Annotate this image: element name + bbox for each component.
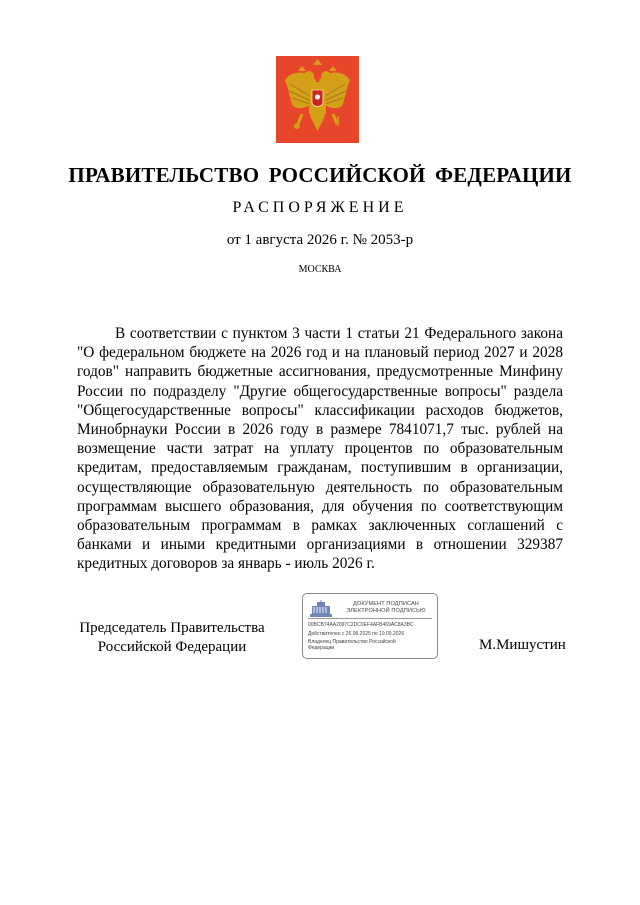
signatory-position-line-1: Председатель Правительства — [79, 620, 265, 636]
stamp-validity: Действителен с 26.06.2025 по 19.09.2026 — [308, 631, 405, 637]
coat-of-arms-emblem — [276, 56, 359, 143]
stamp-owner-line-1: Владелец Правительство Российской — [308, 639, 396, 645]
signatory-position — [77, 619, 267, 657]
government-building-icon — [308, 600, 334, 618]
order-paragraph: В соответствии с пунктом 3 части 1 статьи 21 Федерального закона "О федеральном бюджете на 2026 год и на плановый период 2027 и 2028 годов" направить бюджетные ассигнования, предусмотренные Минфину России по подразделу "Другие общегосударственные вопросы" раздела "Общегосударственные вопросы" классификации расходов бюджетов, Минобрнауки России в 2026 году в размере 7841071,7 тыс. рублей на возмещение части затрат на уплату процентов по образовательным кредитам, предоставляемым гражданам, поступившим в организации, осуществляющие образовательную деятельность по образовательным программам высшего образования, для обучения по соответствующим образовательным программам в рамках заключенных соглашений с банками и иными кредитными организациями в отношении 329387 кредитных договоров за январь - июль 2026 г. — [77, 325, 563, 573]
date-and-number: от 1 августа 2026 г. № 2053-р — [226, 232, 414, 248]
stamp-heading — [337, 601, 435, 615]
signatory-name: М.Мишустин — [479, 637, 566, 653]
signatory-position-line-2: Российской Федерации — [97, 639, 247, 655]
stamp-heading-line-1: ДОКУМЕНТ ПОДПИСАН — [353, 601, 419, 607]
city: МОСКВА — [298, 264, 342, 275]
stamp-owner-line-2: Федерации — [308, 645, 335, 651]
stamp-certificate: 00BCB74AA2097C2DC0EF4AFB469AC8A3BC — [308, 622, 414, 628]
electronic-signature-stamp — [302, 593, 438, 659]
stamp-heading-line-2: ЭЛЕКТРОННОЙ ПОДПИСЬЮ — [346, 608, 426, 614]
government-title: ПРАВИТЕЛЬСТВО РОССИЙСКОЙ ФЕДЕРАЦИИ — [68, 163, 572, 187]
document-type: РАСПОРЯЖЕНИЕ — [232, 199, 408, 216]
stamp-divider — [308, 618, 432, 619]
